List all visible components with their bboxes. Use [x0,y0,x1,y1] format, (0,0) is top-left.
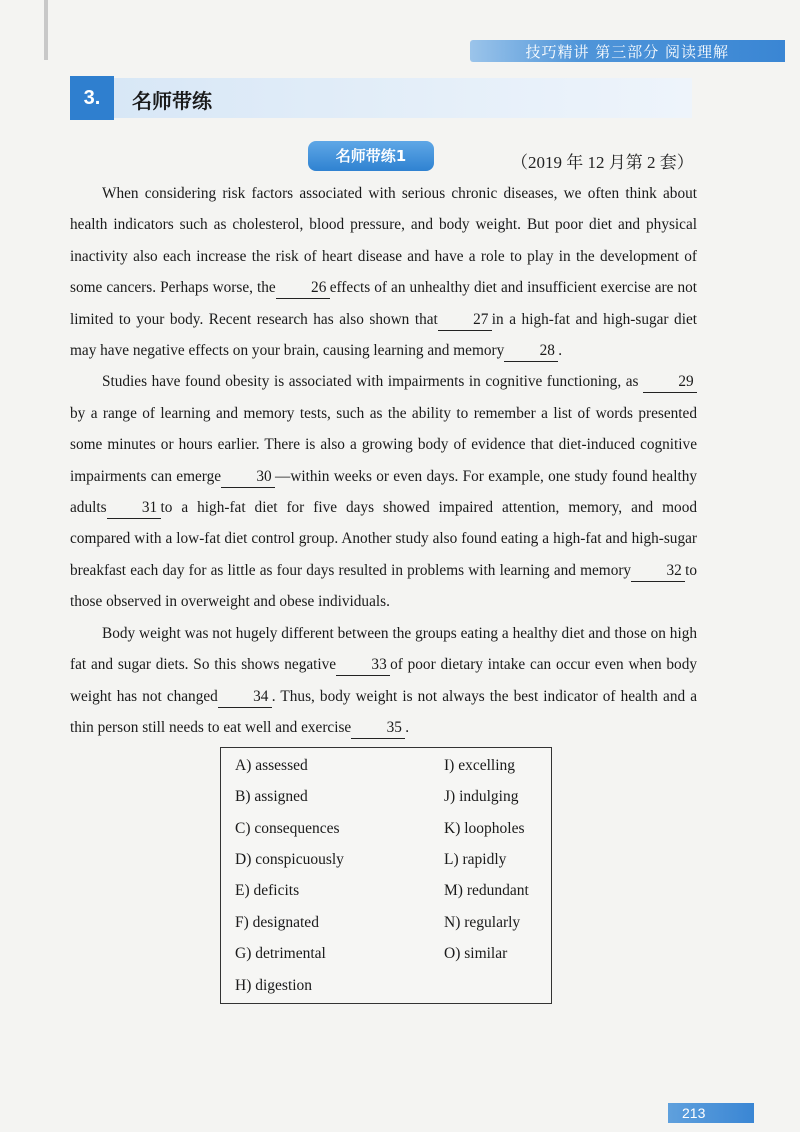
passage-text: . Thus, body weight is not always the best indicator of health and a thin person still needs to eat well and exercise [70,687,697,736]
running-title: 技巧精讲 第三部分 阅读理解 [525,43,729,61]
running-header [470,40,785,62]
blank-31[interactable]: 31 [107,498,161,519]
passage-text: Studies have found obesity is associated with impairments in cognitive functioning, as [102,373,639,391]
option-c[interactable]: C) consequences [235,820,340,837]
passage-text: . [405,718,410,736]
reading-passage [70,178,697,743]
paragraph-2 [70,366,697,617]
paragraph-3 [70,618,697,744]
option-a[interactable]: A) assessed [235,757,308,774]
blank-34[interactable]: 34 [218,687,272,708]
option-k[interactable]: K) loopholes [444,820,525,837]
passage-text: in a high-fat and high-sugar diet may have negative effects on your brain, causing learning and memory [70,310,697,360]
passage-text: When considering risk factors associated with serious chronic diseases, we often think about health indicators such as cholesterol, blood pressure, and body weight. But poor diet and physical inactivity also each increase the risk of heart disease and have a role to play in the development of some cancers. Perhaps worse, the [70,185,697,297]
option-f[interactable]: F) designated [235,914,319,931]
passage-text: effects of an unhealthy diet and insufficient exercise are not limited to your body. Recent research has also shown that [70,279,697,328]
option-n[interactable]: N) regularly [444,914,521,931]
page-edge [44,0,48,60]
blank-30[interactable]: 30 [221,467,275,488]
section-title: 名师带练 [132,89,212,113]
blank-32[interactable]: 32 [631,561,685,582]
blank-35[interactable]: 35 [351,718,405,739]
option-h[interactable]: H) digestion [235,977,313,994]
blank-26[interactable]: 26 [276,278,330,299]
option-l[interactable]: L) rapidly [444,851,507,868]
passage-text: —within weeks or even days. For example, one study found healthy adults [70,467,697,517]
passage-text: Body weight was not hugely different between the groups eating a healthy diet and those on high fat and sugar diets. So this shows negative [70,624,697,674]
option-e[interactable]: E) deficits [235,882,300,899]
section-number: 3. [70,76,114,120]
passage-text: of poor dietary intake can occur even when body weight has not changed [70,656,697,705]
blank-33[interactable]: 33 [336,655,390,676]
blank-29[interactable]: 29 [643,372,697,393]
option-m[interactable]: M) redundant [444,882,529,899]
paragraph-1 [70,178,697,366]
option-g[interactable]: G) detrimental [235,945,326,962]
option-d[interactable]: D) conspicuously [235,851,344,868]
option-i[interactable]: I) excelling [444,757,516,774]
option-o[interactable]: O) similar [444,945,508,962]
passage-text: . [558,342,563,360]
page-number: 213 [668,1103,754,1123]
option-j[interactable]: J) indulging [444,788,519,805]
passage-text: to those observed in overweight and obese individuals. [70,561,697,611]
word-bank [220,747,552,1004]
passage-text: to a high-fat diet for five days showed impaired attention, memory, and mood compared with a low-fat diet control group. Another study also found eating a high-fat and high-sugar breakfast each day for as little as four days resulted in problems with learning and memory [70,499,697,579]
exercise-label: 名师带练1 [308,141,434,171]
exercise-source: （2019 年 12 月第 2 套） [511,153,694,172]
blank-28[interactable]: 28 [504,341,558,362]
blank-27[interactable]: 27 [438,310,492,331]
passage-text: by a range of learning and memory tests, such as the ability to remember a list of words presented some minutes or hours earlier. There is also a growing body of evidence that diet-induced cognitive impairments can emerge [70,404,697,485]
option-b[interactable]: B) assigned [235,788,308,805]
